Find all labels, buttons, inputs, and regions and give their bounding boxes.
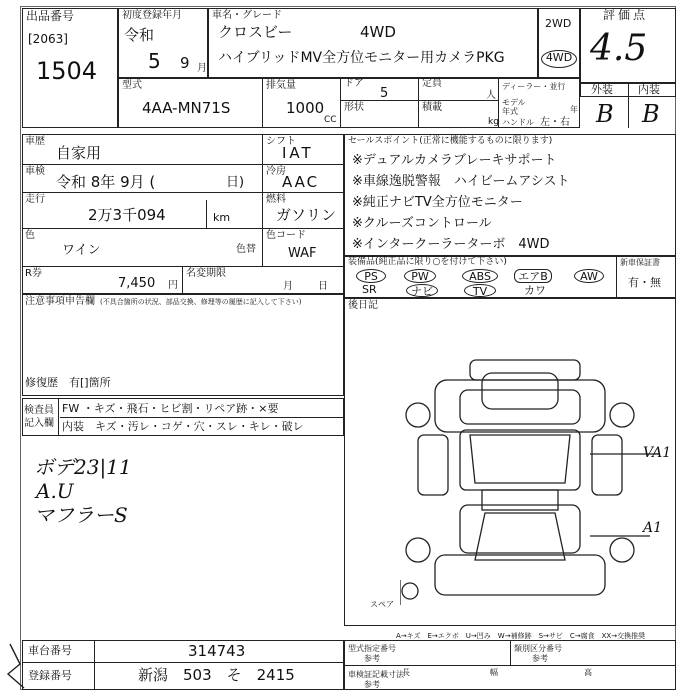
spec-div-3: [418, 78, 419, 128]
recycle-label: 名変期限: [186, 268, 226, 279]
notes-title: 注意事項申告欄: [25, 296, 95, 307]
spec-div-4: [498, 78, 499, 128]
displacement-label: 排気量: [266, 80, 296, 91]
interior-items: 内装 キズ・汚レ・コゲ・穴・スレ・キレ・破レ: [62, 420, 304, 433]
notes-subtitle: (不具合箇所の状況、部品交換、修理等の履歴に記入して下さい): [100, 298, 302, 306]
color-label: 色: [25, 230, 35, 241]
recycle-day: 日: [318, 281, 328, 292]
model-year-label: モデル年式: [502, 98, 526, 116]
row-line-2: [22, 192, 344, 193]
tag-2wd: 2WD: [545, 17, 572, 30]
equip-ps: [356, 269, 386, 283]
class-label: 類別区分番号: [514, 644, 562, 653]
interior-grade: B: [642, 100, 660, 128]
lot-number: 1504: [36, 57, 98, 85]
equip-ps-label: PS: [364, 270, 378, 283]
color-value: ワイン: [62, 243, 101, 258]
damage-mark-va1: VA1: [643, 445, 672, 461]
tax-value: 7,450: [118, 276, 156, 291]
handwritten-tick: [2, 638, 32, 694]
width-label: 幅: [490, 668, 498, 677]
spec-div-2: [340, 78, 341, 128]
usage-label: 車歴: [25, 136, 45, 147]
color-code-label: 色コード: [266, 230, 306, 241]
score-value: 4.5: [590, 28, 648, 69]
inspector-label: 検査員: [24, 405, 54, 416]
reg-value: 新潟 503 そ 2415: [138, 666, 295, 684]
equip-tv-label: TV: [472, 285, 488, 298]
model-code: 4AA-MN71S: [142, 99, 231, 117]
spec-div-1: [262, 78, 263, 128]
dimensions-ref: 参考: [364, 680, 380, 689]
inspector-divider: [58, 398, 59, 436]
type-label: 型式指定番号: [348, 644, 396, 653]
footer-right-line: [344, 665, 676, 666]
equip-sr: SR: [362, 283, 377, 296]
new-car-label: 新車保証書: [620, 258, 660, 267]
inspection-label: 車検: [25, 166, 45, 177]
tax-divider: [182, 266, 183, 294]
cc-unit: CC: [324, 115, 337, 125]
reg-label: 登録番号: [28, 669, 72, 682]
damage-mark-a1: A1: [643, 520, 663, 536]
selling-point-1: ※デュアルカメラブレーキサポート: [352, 153, 557, 168]
equip-abs: [462, 269, 498, 283]
footer-line: [22, 662, 344, 663]
equip-abs-label: ABS: [469, 270, 491, 283]
spec-mid-line: [340, 100, 498, 101]
exterior-grade: B: [596, 100, 614, 128]
height-label: 高: [584, 668, 592, 677]
interior-label: 内装: [638, 83, 660, 96]
recycle-month: 月: [283, 281, 293, 292]
handle-label: ハンドル: [502, 118, 534, 127]
spare-label: スペア: [370, 600, 394, 609]
fuel-label: 燃料: [266, 194, 286, 205]
selling-point-3: ※純正ナビTV全方位モニター: [352, 195, 523, 210]
km-divider: [206, 200, 207, 228]
inspector-label-2: 記入欄: [24, 418, 54, 429]
inspector-line: [60, 417, 344, 418]
type-ref: 参考: [364, 654, 380, 663]
equipment-title: 装備品(純正品に限り○を付けて下さい): [348, 257, 507, 267]
grade-divider: [628, 83, 629, 128]
ac-value: AAC: [282, 173, 320, 191]
score-label: 評価点: [603, 8, 649, 22]
reg-year: 5: [148, 49, 161, 73]
equip-aw: [574, 269, 604, 283]
color-swap-label: 色替: [236, 244, 256, 255]
grade-name: ハイブリッドMV全方位モニター用カメラPKG: [218, 50, 505, 66]
fuel-value: ガソリン: [276, 206, 337, 224]
shift-value: IAT: [282, 144, 314, 162]
dealer-label: ディーラー・並行: [502, 82, 566, 91]
selling-points-title: セールスポイント(正常に機能するものに限ります): [348, 136, 553, 146]
reg-month: 9: [180, 54, 190, 72]
damage-legend: A→キズ E→エクボ U→凹み W→補修跡 S→サビ C→腐食 XX→交換推奨: [396, 632, 646, 640]
new-car-divider: [616, 256, 617, 298]
lot-code: [2063]: [28, 32, 68, 46]
exterior-label: 外装: [591, 83, 613, 96]
lot-label: 出品番号: [26, 9, 75, 23]
capacity-label: 定員: [422, 78, 442, 89]
chassis-label: 車台番号: [28, 644, 72, 657]
row-line-1: [22, 164, 344, 165]
equip-tv: [464, 284, 496, 297]
equip-navi-label: ナビ: [411, 285, 433, 298]
model-label: 型式: [122, 80, 142, 91]
footer-divider: [94, 640, 95, 690]
tag-4wd: 4WD: [545, 51, 573, 64]
equip-leather: カワ: [524, 284, 546, 297]
handwritten-line-1: ボデ23|11: [34, 455, 132, 479]
usage-value: 自家用: [56, 144, 102, 162]
shift-label: シフト: [266, 136, 296, 147]
persons-unit: 人: [486, 90, 496, 101]
car-name: クロスビー: [218, 23, 293, 41]
equip-navi: [406, 284, 438, 297]
class-ref: 参考: [532, 654, 548, 663]
doors-label: ドア: [344, 78, 364, 89]
mileage-label: 走行: [25, 194, 45, 205]
equip-aw-label: AW: [580, 270, 598, 283]
selling-point-4: ※クルーズコントロール: [352, 216, 492, 231]
equip-airbag: [514, 269, 552, 283]
inspection-day: 日): [226, 175, 245, 190]
selling-point-5: ※インタークーラーターボ 4WD: [352, 237, 550, 252]
dimensions-label: 車検証記載寸法: [348, 670, 404, 679]
ac-label: 冷房: [266, 166, 286, 177]
handwritten-line-2: A.U: [36, 479, 74, 503]
post-work-label: 後日記: [348, 300, 378, 311]
mileage-value: 2万3千094: [88, 206, 166, 224]
footer-right-div-1: [510, 640, 511, 665]
row-line-4: [22, 266, 344, 267]
selling-point-2: ※車線逸脱警報 ハイビームアシスト: [352, 174, 570, 189]
yen-unit: 円: [168, 280, 178, 291]
chassis-value: 314743: [188, 642, 246, 660]
first-reg-label: 初度登録年月: [122, 10, 182, 21]
repair-history: 修復歴 有[]箇所: [25, 376, 111, 389]
inspection-value: 令和 8年 9月 (: [56, 173, 156, 191]
month-unit: 月: [197, 63, 207, 74]
shape-label: 形状: [344, 102, 364, 113]
name-grade-label: 車名・グレード: [212, 10, 282, 21]
tag-4wd-circled: [541, 50, 577, 68]
era: 令和: [124, 26, 155, 44]
equip-airbag-label: エアB: [518, 270, 548, 283]
col-line: [262, 134, 263, 266]
exterior-items: FW ・キズ・飛石・ヒビ割・リペア跡・×要: [62, 402, 279, 415]
doors-value: 5: [380, 86, 389, 101]
km-unit: km: [213, 211, 231, 224]
row-line-3: [22, 228, 344, 229]
displacement-value: 1000: [286, 99, 325, 117]
new-car-value: 有・無: [628, 276, 661, 289]
equip-pw: [404, 269, 436, 283]
tax-label: R券: [25, 268, 42, 279]
equip-pw-label: PW: [411, 270, 429, 283]
load-label: 積載: [422, 102, 442, 113]
drive-type: 4WD: [360, 23, 396, 41]
kg-unit: kg: [488, 117, 499, 127]
handle-value: 左・右: [540, 117, 570, 128]
handwritten-line-3: マフラーS: [34, 503, 128, 527]
year-unit: 年: [570, 105, 578, 114]
color-code-value: WAF: [288, 246, 317, 261]
length-label: 長: [402, 668, 410, 677]
